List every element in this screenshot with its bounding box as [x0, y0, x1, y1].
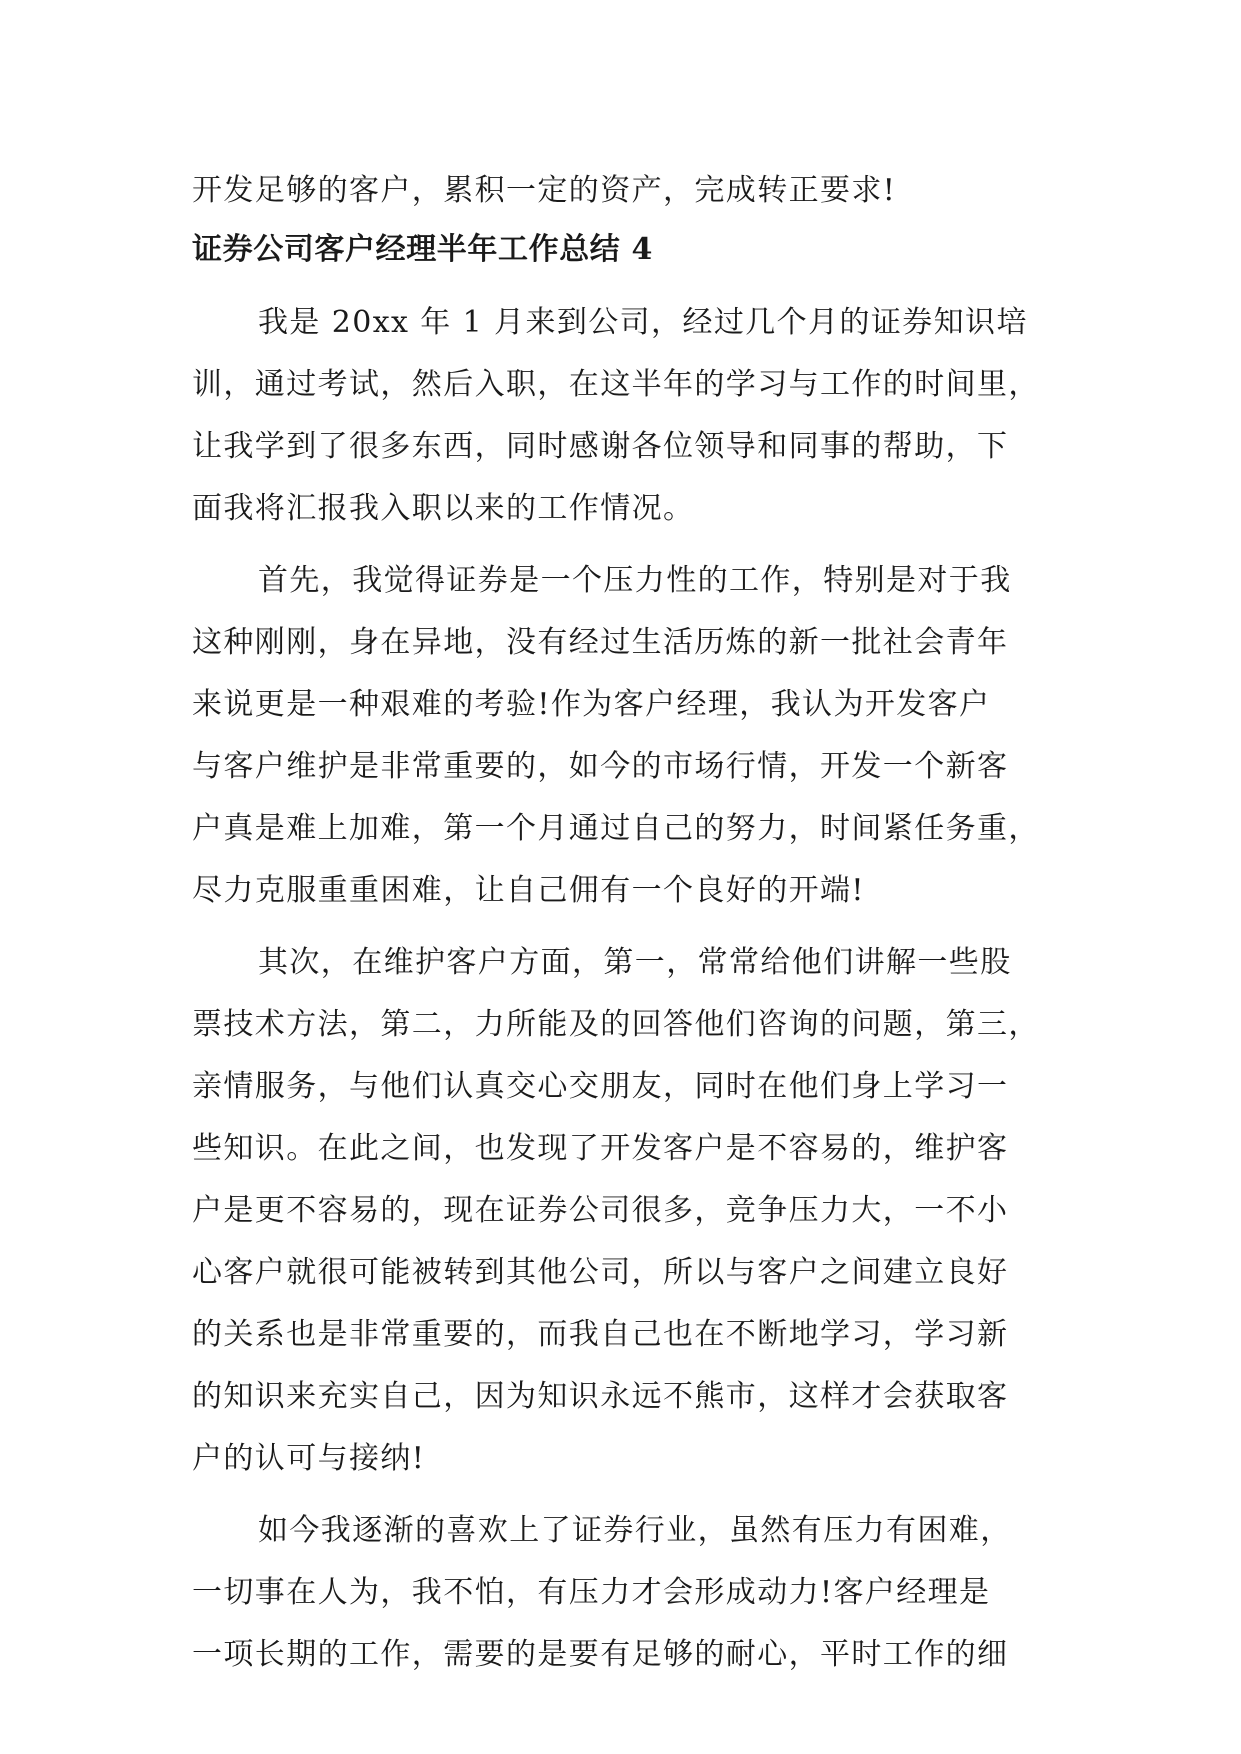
paragraph-line: 让我学到了很多东西，同时感谢各位领导和同事的帮助，下 [192, 429, 1009, 464]
paragraph-line: 这种刚刚，身在异地，没有经过生活历炼的新一批社会青年 [192, 625, 1009, 660]
paragraph-2 [192, 550, 1058, 922]
paragraph-line: 面我将汇报我入职以来的工作情况。 [192, 491, 695, 526]
paragraph-line: 如今我逐渐的喜欢上了证券行业，虽然有压力有困难， [258, 1513, 1012, 1548]
paragraph-line: 训，通过考试，然后入职，在这半年的学习与工作的时间里， [192, 367, 1040, 402]
paragraph-line: 其次，在维护客户方面，第一，常常给他们讲解一些股 [258, 945, 1012, 980]
section-title: 证券公司客户经理半年工作总结 4 [192, 232, 653, 267]
paragraph-line: 票技术方法，第二，力所能及的回答他们咨询的问题，第三， [192, 1007, 1040, 1042]
intro-line: 开发足够的客户，累积一定的资产，完成转正要求! [192, 173, 897, 208]
document-page [192, 160, 1058, 1696]
paragraph-1 [192, 292, 1058, 540]
paragraph-line: 与客户维护是非常重要的，如今的市场行情，开发一个新客 [192, 749, 1009, 784]
paragraph-line: 心客户就很可能被转到其他公司，所以与客户之间建立良好 [192, 1255, 1009, 1290]
paragraph-line: 一项长期的工作，需要的是要有足够的耐心，平时工作的细 [192, 1637, 1009, 1672]
paragraph-line: 尽力克服重重困难，让自己佣有一个良好的开端! [192, 873, 865, 908]
paragraph-line: 的关系也是非常重要的，而我自己也在不断地学习，学习新 [192, 1317, 1009, 1352]
paragraph-line: 来说更是一种艰难的考验!作为客户经理，我认为开发客户 [192, 687, 991, 722]
paragraph-line: 亲情服务，与他们认真交心交朋友，同时在他们身上学习一 [192, 1069, 1009, 1104]
paragraph-line: 我是 20xx 年 1 月来到公司，经过几个月的证券知识培 [258, 305, 1028, 340]
paragraph-line: 首先，我觉得证券是一个压力性的工作，特别是对于我 [258, 563, 1012, 598]
paragraph-4 [192, 1500, 1058, 1686]
paragraph-line: 户的认可与接纳! [192, 1441, 426, 1476]
paragraph-3 [192, 932, 1058, 1490]
paragraph-line: 的知识来充实自己，因为知识永远不熊市，这样才会获取客 [192, 1379, 1009, 1414]
paragraph-line: 一切事在人为，我不怕，有压力才会形成动力!客户经理是 [192, 1575, 991, 1610]
paragraph-line: 户是更不容易的，现在证券公司很多，竞争压力大，一不小 [192, 1193, 1009, 1228]
paragraph-line: 些知识。在此之间，也发现了开发客户是不容易的，维护客 [192, 1131, 1009, 1166]
paragraph-line: 户真是难上加难，第一个月通过自己的努力，时间紧任务重， [192, 811, 1040, 846]
